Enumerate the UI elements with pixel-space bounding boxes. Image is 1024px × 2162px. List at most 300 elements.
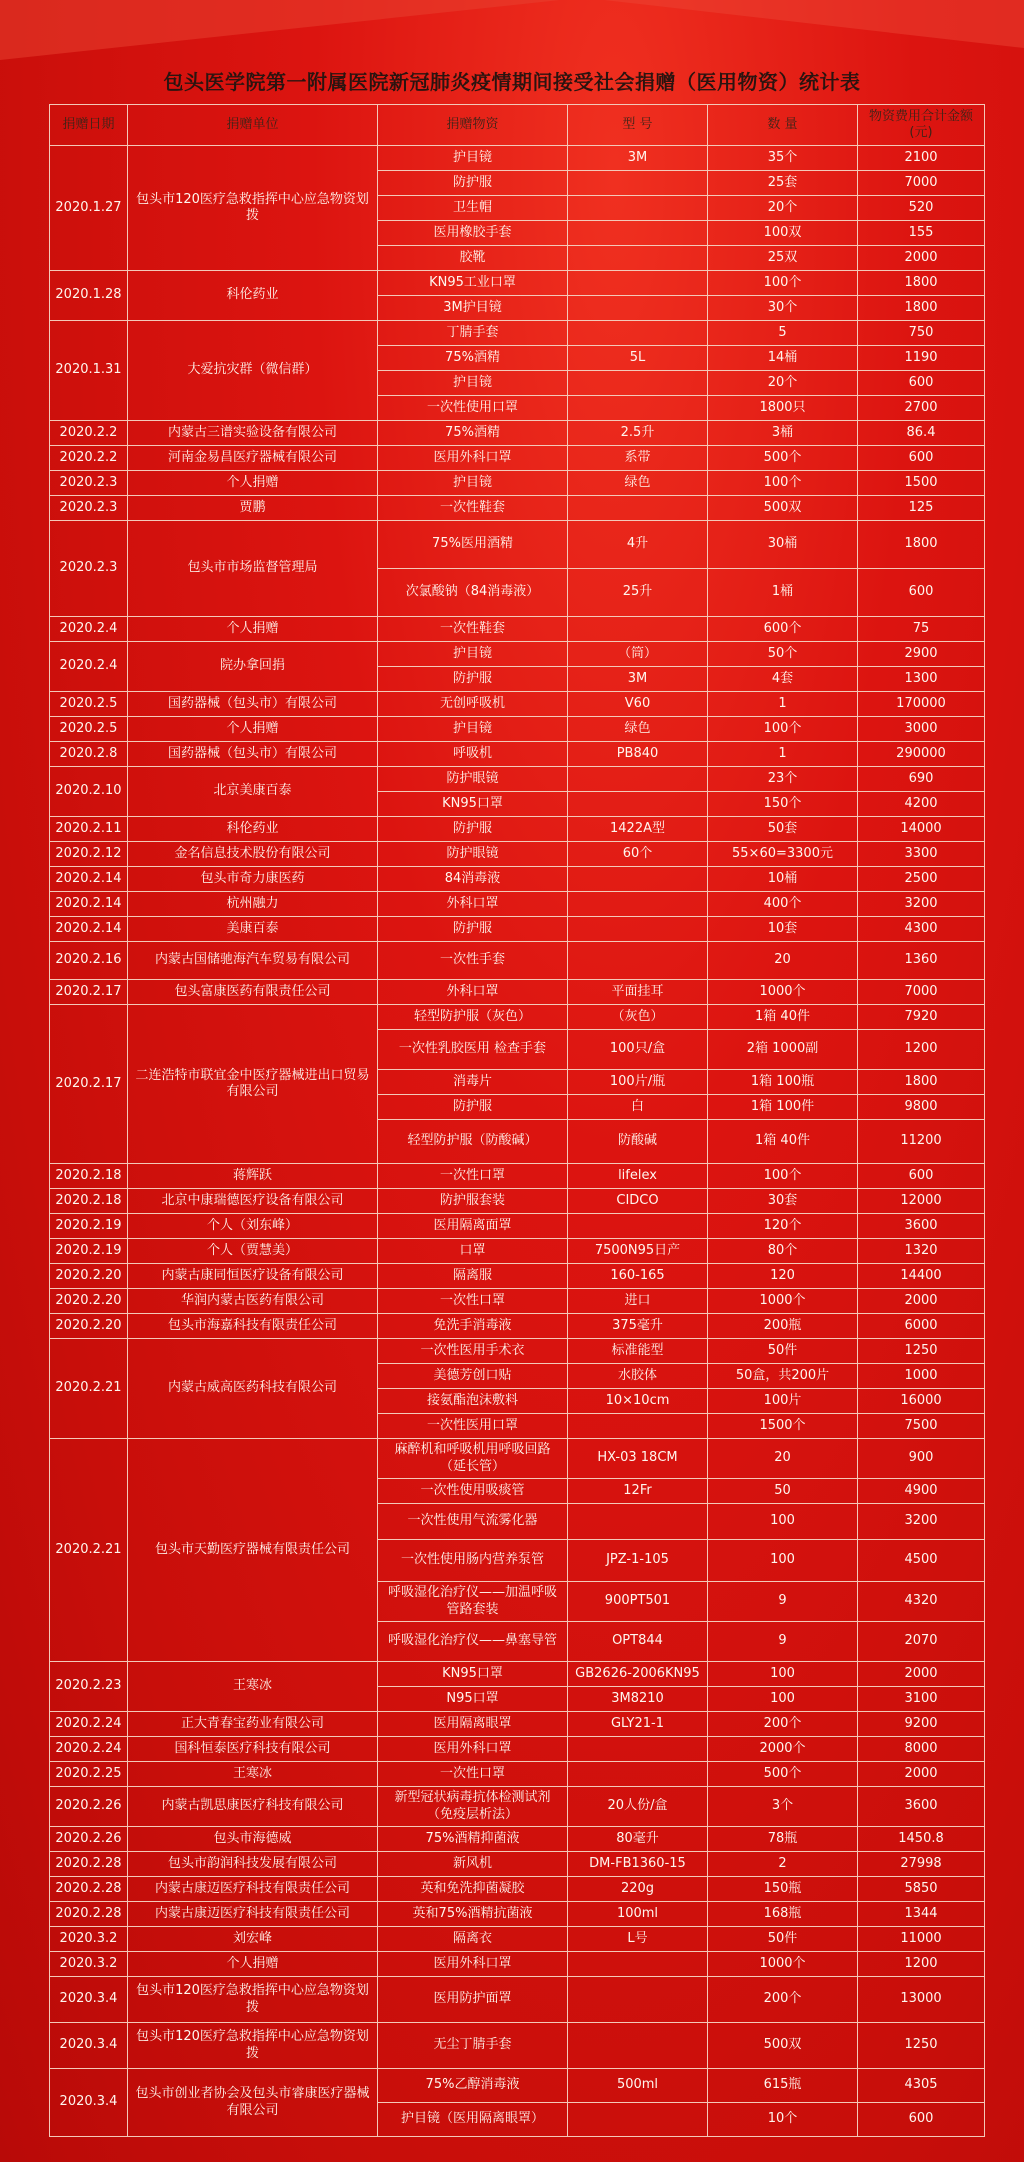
table-row <box>50 1877 985 1902</box>
cell-date: 2020.2.12 <box>50 842 128 867</box>
cell-quantity: 500双 <box>708 496 858 521</box>
cell-item: 医用隔离眼罩 <box>378 1712 568 1737</box>
cell-quantity: 4套 <box>708 667 858 692</box>
cell-date: 2020.2.28 <box>50 1902 128 1927</box>
cell-amount: 4200 <box>858 792 985 817</box>
cell-item: 护目镜 <box>378 146 568 171</box>
cell-item: 一次性乳胶医用 检查手套 <box>378 1030 568 1070</box>
cell-model: 10×10cm <box>568 1389 708 1414</box>
cell-amount: 125 <box>858 496 985 521</box>
cell-amount: 3200 <box>858 892 985 917</box>
header-donor: 捐赠单位 <box>128 105 378 146</box>
header-date: 捐赠日期 <box>50 105 128 146</box>
cell-item: 英和免洗抑菌凝胶 <box>378 1877 568 1902</box>
cell-quantity: 100 <box>708 1662 858 1687</box>
header-model: 型 号 <box>568 105 708 146</box>
cell-donor: 金名信息技术股份有限公司 <box>128 842 378 867</box>
cell-amount: 2000 <box>858 246 985 271</box>
cell-amount: 750 <box>858 321 985 346</box>
cell-model: 3M <box>568 146 708 171</box>
cell-quantity: 100 <box>708 1687 858 1712</box>
cell-donor: 国科恒泰医疗科技有限公司 <box>128 1737 378 1762</box>
cell-item: 75%酒精抑菌液 <box>378 1827 568 1852</box>
cell-quantity: 10桶 <box>708 867 858 892</box>
cell-quantity: 1箱 100瓶 <box>708 1070 858 1095</box>
cell-item: 防护服 <box>378 817 568 842</box>
cell-model: 绿色 <box>568 717 708 742</box>
cell-item: 84消毒液 <box>378 867 568 892</box>
cell-date: 2020.2.4 <box>50 642 128 692</box>
cell-quantity: 400个 <box>708 892 858 917</box>
table-row <box>50 471 985 496</box>
cell-model: 60个 <box>568 842 708 867</box>
table-row <box>50 892 985 917</box>
cell-quantity: 20 <box>708 942 858 980</box>
cell-amount: 2000 <box>858 1762 985 1787</box>
cell-donor: 包头市海德威 <box>128 1827 378 1852</box>
cell-model: GB2626-2006KN95 <box>568 1662 708 1687</box>
cell-donor: 包头市韵润科技发展有限公司 <box>128 1852 378 1877</box>
cell-item: 一次性医用口罩 <box>378 1414 568 1439</box>
cell-model: 900PT501 <box>568 1582 708 1622</box>
cell-date: 2020.2.20 <box>50 1289 128 1314</box>
cell-quantity: 30个 <box>708 296 858 321</box>
cell-model: V60 <box>568 692 708 717</box>
cell-date: 2020.2.18 <box>50 1189 128 1214</box>
cell-amount: 1500 <box>858 471 985 496</box>
cell-quantity: 100个 <box>708 471 858 496</box>
cell-quantity: 200个 <box>708 1712 858 1737</box>
cell-amount: 1250 <box>858 1339 985 1364</box>
cell-model: 防酸碱 <box>568 1120 708 1164</box>
cell-quantity: 1箱 100件 <box>708 1095 858 1120</box>
cell-amount: 2900 <box>858 642 985 667</box>
cell-donor: 国药器械（包头市）有限公司 <box>128 692 378 717</box>
cell-date: 2020.1.27 <box>50 146 128 271</box>
cell-donor: 包头市创业者协会及包头市睿康医疗器械有限公司 <box>128 2069 378 2137</box>
cell-amount: 16000 <box>858 1389 985 1414</box>
cell-quantity: 5 <box>708 321 858 346</box>
table-row <box>50 1927 985 1952</box>
cell-amount: 2000 <box>858 1662 985 1687</box>
cell-quantity: 35个 <box>708 146 858 171</box>
table-row <box>50 917 985 942</box>
cell-amount: 155 <box>858 221 985 246</box>
cell-donor: 包头市120医疗急救指挥中心应急物资划拨 <box>128 1977 378 2023</box>
cell-amount: 2100 <box>858 146 985 171</box>
cell-donor: 个人（贾慧美） <box>128 1239 378 1264</box>
table-row <box>50 1189 985 1214</box>
header-amount: 物资费用合计金额(元) <box>858 105 985 146</box>
cell-model <box>568 942 708 980</box>
cell-item: 一次性鞋套 <box>378 617 568 642</box>
cell-item: 美德芳创口贴 <box>378 1364 568 1389</box>
cell-item: 麻醉机和呼吸机用呼吸回路（延长管） <box>378 1439 568 1479</box>
cell-date: 2020.2.14 <box>50 917 128 942</box>
cell-amount: 11200 <box>858 1120 985 1164</box>
cell-model <box>568 617 708 642</box>
cell-amount: 11000 <box>858 1927 985 1952</box>
cell-quantity: 50件 <box>708 1927 858 1952</box>
cell-date: 2020.2.25 <box>50 1762 128 1787</box>
cell-amount: 3300 <box>858 842 985 867</box>
cell-date: 2020.2.5 <box>50 692 128 717</box>
cell-model <box>568 867 708 892</box>
cell-model <box>568 1504 708 1540</box>
cell-donor: 蒋辉跃 <box>128 1164 378 1189</box>
cell-quantity: 150个 <box>708 792 858 817</box>
table-row <box>50 942 985 980</box>
cell-item: 一次性口罩 <box>378 1762 568 1787</box>
cell-date: 2020.2.11 <box>50 817 128 842</box>
cell-donor: 正大青春宝药业有限公司 <box>128 1712 378 1737</box>
cell-donor: 美康百泰 <box>128 917 378 942</box>
cell-item: 医用外科口罩 <box>378 1952 568 1977</box>
cell-quantity: 55×60=3300元 <box>708 842 858 867</box>
cell-quantity: 14桶 <box>708 346 858 371</box>
cell-quantity: 10套 <box>708 917 858 942</box>
cell-model: 2.5升 <box>568 421 708 446</box>
cell-date: 2020.2.20 <box>50 1314 128 1339</box>
cell-item: 75%酒精 <box>378 421 568 446</box>
cell-donor: 包头市奇力康医药 <box>128 867 378 892</box>
cell-model: 4升 <box>568 521 708 569</box>
cell-quantity: 1箱 40件 <box>708 1120 858 1164</box>
cell-date: 2020.2.14 <box>50 867 128 892</box>
cell-model <box>568 396 708 421</box>
cell-quantity: 50 <box>708 1479 858 1504</box>
cell-amount: 4305 <box>858 2069 985 2103</box>
cell-model: 500ml <box>568 2069 708 2103</box>
cell-donor: 科伦药业 <box>128 817 378 842</box>
cell-item: 护目镜 <box>378 642 568 667</box>
cell-model: 5L <box>568 346 708 371</box>
cell-amount: 600 <box>858 569 985 617</box>
cell-model <box>568 1214 708 1239</box>
cell-model: GLY21-1 <box>568 1712 708 1737</box>
table-row <box>50 817 985 842</box>
cell-date: 2020.2.17 <box>50 1005 128 1164</box>
cell-item: 一次性使用吸痰管 <box>378 1479 568 1504</box>
cell-donor: 内蒙古凯思康医疗科技有限公司 <box>128 1787 378 1827</box>
cell-model: 100ml <box>568 1902 708 1927</box>
cell-quantity: 615瓶 <box>708 2069 858 2103</box>
cell-model: HX-03 18CM <box>568 1439 708 1479</box>
cell-donor: 个人捐赠 <box>128 471 378 496</box>
cell-item: 外科口罩 <box>378 892 568 917</box>
table-row <box>50 692 985 717</box>
cell-amount: 4900 <box>858 1479 985 1504</box>
cell-quantity: 1000个 <box>708 1952 858 1977</box>
cell-amount: 2500 <box>858 867 985 892</box>
cell-quantity: 25套 <box>708 171 858 196</box>
cell-model: DM-FB1360-15 <box>568 1852 708 1877</box>
table-row <box>50 1712 985 1737</box>
cell-date: 2020.3.4 <box>50 2023 128 2069</box>
cell-item: 一次性口罩 <box>378 1164 568 1189</box>
cell-quantity: 3个 <box>708 1787 858 1827</box>
cell-quantity: 80个 <box>708 1239 858 1264</box>
cell-model: lifelex <box>568 1164 708 1189</box>
cell-model <box>568 1737 708 1762</box>
cell-donor: 内蒙古威高医药科技有限公司 <box>128 1339 378 1439</box>
cell-amount: 9200 <box>858 1712 985 1737</box>
cell-amount: 3200 <box>858 1504 985 1540</box>
cell-date: 2020.2.18 <box>50 1164 128 1189</box>
cell-quantity: 50件 <box>708 1339 858 1364</box>
table-row <box>50 421 985 446</box>
cell-model: 1422A型 <box>568 817 708 842</box>
cell-date: 2020.3.4 <box>50 1977 128 2023</box>
cell-model: （灰色） <box>568 1005 708 1030</box>
cell-date: 2020.2.3 <box>50 521 128 617</box>
cell-quantity: 100 <box>708 1504 858 1540</box>
cell-donor: 国药器械（包头市）有限公司 <box>128 742 378 767</box>
table-row <box>50 1952 985 1977</box>
cell-item: 防护服套装 <box>378 1189 568 1214</box>
cell-date: 2020.2.14 <box>50 892 128 917</box>
cell-amount: 1200 <box>858 1952 985 1977</box>
cell-model: （筒） <box>568 642 708 667</box>
cell-amount: 520 <box>858 196 985 221</box>
cell-item: N95口罩 <box>378 1687 568 1712</box>
table-row <box>50 1264 985 1289</box>
cell-amount: 1344 <box>858 1902 985 1927</box>
cell-model <box>568 1414 708 1439</box>
cell-quantity: 100片 <box>708 1389 858 1414</box>
table-row <box>50 446 985 471</box>
cell-amount: 600 <box>858 371 985 396</box>
cell-quantity: 10个 <box>708 2103 858 2137</box>
cell-model: JPZ-1-105 <box>568 1540 708 1582</box>
table-body <box>50 146 985 2137</box>
cell-date: 2020.2.3 <box>50 471 128 496</box>
cell-amount: 9800 <box>858 1095 985 1120</box>
table-row <box>50 1977 985 2023</box>
table-row <box>50 521 985 569</box>
cell-amount: 600 <box>858 1164 985 1189</box>
cell-item: 75%酒精 <box>378 346 568 371</box>
cell-model <box>568 171 708 196</box>
cell-quantity: 1箱 40件 <box>708 1005 858 1030</box>
cell-item: 接氨酯泡沫敷料 <box>378 1389 568 1414</box>
cell-amount: 3100 <box>858 1687 985 1712</box>
table-row <box>50 717 985 742</box>
cell-item: 外科口罩 <box>378 980 568 1005</box>
cell-item: 卫生帽 <box>378 196 568 221</box>
cell-donor: 包头市120医疗急救指挥中心应急物资划拨 <box>128 146 378 271</box>
cell-item: 防护服 <box>378 667 568 692</box>
cell-amount: 2700 <box>858 396 985 421</box>
cell-item: 医用橡胶手套 <box>378 221 568 246</box>
cell-quantity: 1 <box>708 692 858 717</box>
table-row <box>50 1827 985 1852</box>
table-row <box>50 1289 985 1314</box>
cell-item: 无创呼吸机 <box>378 692 568 717</box>
cell-donor: 包头市120医疗急救指挥中心应急物资划拨 <box>128 2023 378 2069</box>
cell-item: 75%医用酒精 <box>378 521 568 569</box>
cell-quantity: 50个 <box>708 642 858 667</box>
cell-item: 75%乙醇消毒液 <box>378 2069 568 2103</box>
cell-date: 2020.2.5 <box>50 717 128 742</box>
cell-date: 2020.2.10 <box>50 767 128 817</box>
cell-item: 隔离衣 <box>378 1927 568 1952</box>
cell-item: 口罩 <box>378 1239 568 1264</box>
cell-amount: 1360 <box>858 942 985 980</box>
cell-model: L号 <box>568 1927 708 1952</box>
cell-quantity: 50套 <box>708 817 858 842</box>
cell-item: 一次性使用肠内营养泵管 <box>378 1540 568 1582</box>
table-row <box>50 1852 985 1877</box>
table-row <box>50 1005 985 1030</box>
cell-amount: 690 <box>858 767 985 792</box>
table-row <box>50 1662 985 1687</box>
cell-model: 进口 <box>568 1289 708 1314</box>
cell-date: 2020.2.26 <box>50 1827 128 1852</box>
cell-item: KN95口罩 <box>378 1662 568 1687</box>
cell-donor: 贾鹏 <box>128 496 378 521</box>
cell-model <box>568 1977 708 2023</box>
cell-quantity: 1500个 <box>708 1414 858 1439</box>
table-row <box>50 1902 985 1927</box>
cell-amount: 3600 <box>858 1214 985 1239</box>
cell-amount: 1800 <box>858 271 985 296</box>
cell-quantity: 100个 <box>708 1164 858 1189</box>
cell-date: 2020.2.28 <box>50 1877 128 1902</box>
table-row <box>50 742 985 767</box>
cell-amount: 4300 <box>858 917 985 942</box>
cell-item: 防护服 <box>378 1095 568 1120</box>
cell-item: 新风机 <box>378 1852 568 1877</box>
table-row <box>50 496 985 521</box>
table-row <box>50 146 985 171</box>
cell-amount: 3000 <box>858 717 985 742</box>
cell-quantity: 50盒，共200片 <box>708 1364 858 1389</box>
cell-donor: 内蒙古三谱实验设备有限公司 <box>128 421 378 446</box>
table-row <box>50 1164 985 1189</box>
cell-model <box>568 892 708 917</box>
decorative-corner <box>604 0 1024 48</box>
cell-date: 2020.2.24 <box>50 1712 128 1737</box>
cell-amount: 1200 <box>858 1030 985 1070</box>
cell-quantity: 3桶 <box>708 421 858 446</box>
cell-donor: 包头市海嘉科技有限责任公司 <box>128 1314 378 1339</box>
cell-model <box>568 917 708 942</box>
table-row <box>50 1339 985 1364</box>
cell-model <box>568 246 708 271</box>
cell-quantity: 23个 <box>708 767 858 792</box>
cell-donor: 二连浩特市联宜金中医疗器械进出口贸易有限公司 <box>128 1005 378 1164</box>
cell-donor: 内蒙古康迈医疗科技有限责任公司 <box>128 1902 378 1927</box>
decorative-corner <box>0 0 560 60</box>
cell-quantity: 9 <box>708 1622 858 1662</box>
cell-quantity: 30套 <box>708 1189 858 1214</box>
cell-date: 2020.2.3 <box>50 496 128 521</box>
cell-date: 2020.2.24 <box>50 1737 128 1762</box>
cell-donor: 北京中康瑞德医疗设备有限公司 <box>128 1189 378 1214</box>
cell-amount: 900 <box>858 1439 985 1479</box>
table-row <box>50 1214 985 1239</box>
cell-model <box>568 221 708 246</box>
cell-date: 2020.1.31 <box>50 321 128 421</box>
cell-quantity: 1000个 <box>708 1289 858 1314</box>
cell-quantity: 20个 <box>708 371 858 396</box>
cell-date: 2020.2.2 <box>50 421 128 446</box>
cell-quantity: 2箱 1000副 <box>708 1030 858 1070</box>
cell-date: 2020.1.28 <box>50 271 128 321</box>
cell-date: 2020.3.2 <box>50 1952 128 1977</box>
cell-model: 3M8210 <box>568 1687 708 1712</box>
cell-quantity: 25双 <box>708 246 858 271</box>
cell-date: 2020.2.19 <box>50 1239 128 1264</box>
table-row <box>50 2069 985 2103</box>
cell-amount: 1800 <box>858 521 985 569</box>
cell-item: 3M护目镜 <box>378 296 568 321</box>
cell-amount: 170000 <box>858 692 985 717</box>
cell-item: 轻型防护服（防酸碱） <box>378 1120 568 1164</box>
cell-amount: 7000 <box>858 171 985 196</box>
cell-item: 呼吸机 <box>378 742 568 767</box>
cell-amount: 1800 <box>858 1070 985 1095</box>
cell-model <box>568 296 708 321</box>
cell-quantity: 100双 <box>708 221 858 246</box>
cell-item: KN95口罩 <box>378 792 568 817</box>
cell-item: KN95工业口罩 <box>378 271 568 296</box>
cell-item: 次氯酸钠（84消毒液） <box>378 569 568 617</box>
cell-quantity: 500双 <box>708 2023 858 2069</box>
cell-quantity: 200个 <box>708 1977 858 2023</box>
cell-donor: 内蒙古康迈医疗科技有限责任公司 <box>128 1877 378 1902</box>
cell-item: 免洗手消毒液 <box>378 1314 568 1339</box>
cell-date: 2020.2.20 <box>50 1264 128 1289</box>
cell-quantity: 100 <box>708 1540 858 1582</box>
cell-quantity: 200瓶 <box>708 1314 858 1339</box>
cell-date: 2020.2.21 <box>50 1439 128 1662</box>
cell-item: 一次性鞋套 <box>378 496 568 521</box>
table-row <box>50 767 985 792</box>
table-row <box>50 867 985 892</box>
cell-item: 医用外科口罩 <box>378 446 568 471</box>
cell-model <box>568 321 708 346</box>
cell-item: 一次性医用手术衣 <box>378 1339 568 1364</box>
cell-amount: 4500 <box>858 1540 985 1582</box>
cell-donor: 内蒙古康同恒医疗设备有限公司 <box>128 1264 378 1289</box>
cell-donor: 个人捐赠 <box>128 1952 378 1977</box>
cell-item: 护目镜 <box>378 471 568 496</box>
donation-table <box>49 104 985 2137</box>
cell-model: 100只/盒 <box>568 1030 708 1070</box>
cell-amount: 12000 <box>858 1189 985 1214</box>
cell-item: 英和75%酒精抗菌液 <box>378 1902 568 1927</box>
cell-amount: 600 <box>858 446 985 471</box>
cell-quantity: 120个 <box>708 1214 858 1239</box>
cell-model: 375毫升 <box>568 1314 708 1339</box>
cell-item: 护目镜 <box>378 717 568 742</box>
cell-quantity: 9 <box>708 1582 858 1622</box>
cell-donor: 个人捐赠 <box>128 717 378 742</box>
cell-model <box>568 1952 708 1977</box>
cell-model <box>568 1762 708 1787</box>
cell-model <box>568 792 708 817</box>
cell-item: 胶靴 <box>378 246 568 271</box>
cell-date: 2020.2.4 <box>50 617 128 642</box>
document-title: 包头医学院第一附属医院新冠肺炎疫情期间接受社会捐赠（医用物资）统计表 <box>163 70 861 94</box>
cell-amount: 2000 <box>858 1289 985 1314</box>
table-row <box>50 271 985 296</box>
cell-model <box>568 2023 708 2069</box>
header-quantity: 数 量 <box>708 105 858 146</box>
cell-item: 呼吸湿化治疗仪——鼻塞导管 <box>378 1622 568 1662</box>
